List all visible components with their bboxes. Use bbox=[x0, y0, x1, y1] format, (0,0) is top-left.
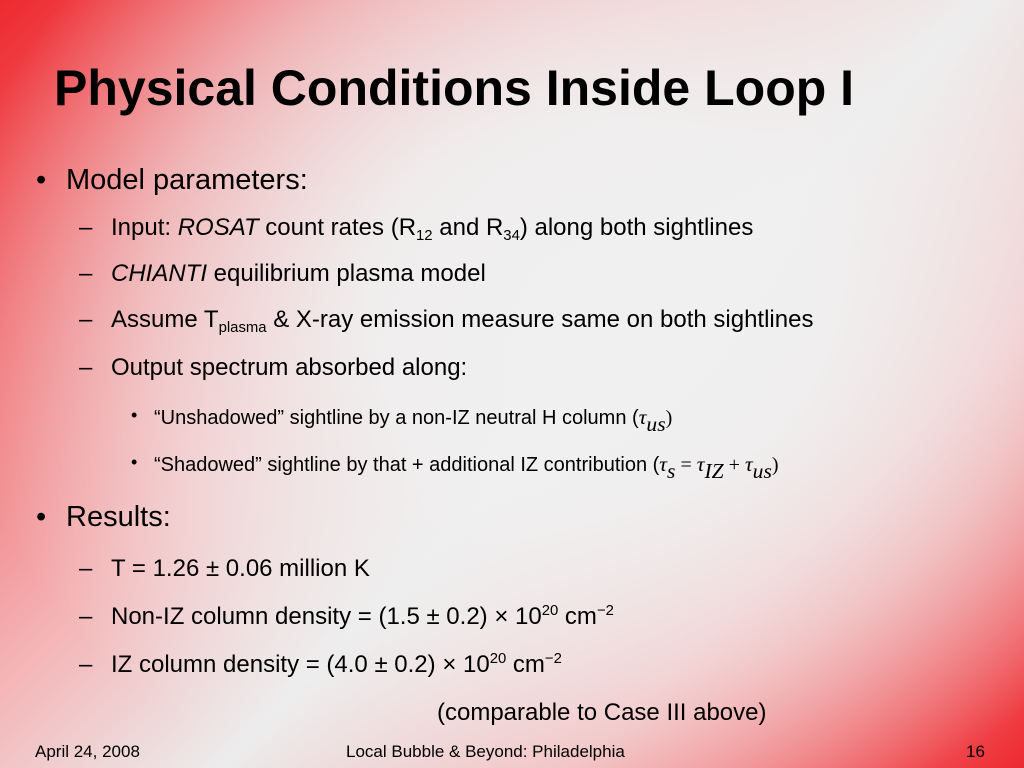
shadowed-text: “Shadowed” sightline by that + additional IZ contribution ( bbox=[154, 454, 660, 476]
dash-mark: – bbox=[79, 651, 93, 678]
unit-cm: cm bbox=[506, 651, 545, 678]
bullet-mark: • bbox=[36, 164, 47, 196]
equals-sign: = bbox=[675, 454, 697, 476]
noniz-text: Non-IZ column density = (1.5 ± 0.2) × 10 bbox=[111, 603, 542, 630]
bullet-mark: • bbox=[36, 501, 47, 533]
subsubitem-text bbox=[154, 452, 779, 483]
rosat-name: ROSAT bbox=[177, 214, 259, 241]
subitem-text bbox=[111, 603, 614, 632]
subsubitem-text bbox=[154, 405, 673, 436]
dash-mark: – bbox=[79, 306, 93, 333]
dash-mark: – bbox=[79, 354, 93, 381]
dash-mark: – bbox=[79, 555, 93, 582]
subitem-text bbox=[111, 306, 813, 335]
input-text-1: count rates (R bbox=[258, 214, 417, 241]
input-text-3: ) along both sightlines bbox=[519, 214, 754, 241]
close-paren: ) bbox=[771, 454, 779, 476]
bullet-text: Model parameters: bbox=[66, 164, 308, 196]
assume-text-2: & X-ray emission measure same on both sightlines bbox=[266, 306, 814, 333]
close-paren: ) bbox=[665, 407, 673, 429]
iz-text: IZ column density = (4.0 ± 0.2) × 10 bbox=[111, 651, 490, 678]
input-text-2: and R bbox=[432, 214, 504, 241]
r34-subscript: 34 bbox=[503, 227, 520, 244]
tau-symbol: τ bbox=[638, 405, 647, 429]
exponent-20: 20 bbox=[489, 650, 507, 667]
footer-date: April 24, 2008 bbox=[35, 742, 140, 761]
chianti-text: equilibrium plasma model bbox=[207, 260, 486, 287]
dash-mark: – bbox=[79, 214, 93, 241]
exponent-20: 20 bbox=[541, 602, 559, 619]
subitem-text bbox=[111, 260, 486, 289]
plus-sign: + bbox=[723, 454, 745, 476]
tau-us-subscript: us bbox=[646, 411, 666, 436]
tau-symbol: τ bbox=[744, 452, 753, 476]
subitem-text bbox=[111, 651, 562, 680]
assume-text-1: Assume T bbox=[111, 306, 219, 333]
subitem-text: Output spectrum absorbed along: bbox=[111, 354, 468, 381]
tau-us-subscript: us bbox=[752, 458, 772, 483]
unit-cm: cm bbox=[558, 603, 597, 630]
dash-mark: – bbox=[79, 603, 93, 630]
tau-s-subscript: s bbox=[667, 458, 676, 483]
slide-title: Physical Conditions Inside Loop I bbox=[54, 60, 855, 116]
sub-bullet-mark: • bbox=[131, 405, 138, 425]
exponent-minus-2: −2 bbox=[596, 602, 614, 619]
subitem-text: T = 1.26 ± 0.06 million K bbox=[111, 555, 370, 582]
sub-bullet-mark: • bbox=[131, 452, 138, 472]
comparison-note: (comparable to Case III above) bbox=[437, 699, 767, 726]
tau-iz-subscript: IZ bbox=[704, 458, 724, 483]
input-prefix: Input: bbox=[111, 214, 178, 241]
exponent-minus-2: −2 bbox=[544, 650, 562, 667]
footer-center-title: Local Bubble & Beyond: Philadelphia bbox=[346, 742, 625, 761]
plasma-subscript: plasma bbox=[218, 319, 267, 336]
dash-mark: – bbox=[79, 260, 93, 287]
chianti-name: CHIANTI bbox=[111, 260, 207, 287]
tau-symbol: τ bbox=[696, 452, 705, 476]
footer-page-number: 16 bbox=[966, 742, 985, 761]
tau-symbol: τ bbox=[659, 452, 668, 476]
unshadowed-text: “Unshadowed” sightline by a non-IZ neutral H column ( bbox=[154, 407, 639, 429]
bullet-text: Results: bbox=[66, 501, 171, 533]
r12-subscript: 12 bbox=[416, 227, 433, 244]
subitem-text bbox=[111, 214, 753, 243]
